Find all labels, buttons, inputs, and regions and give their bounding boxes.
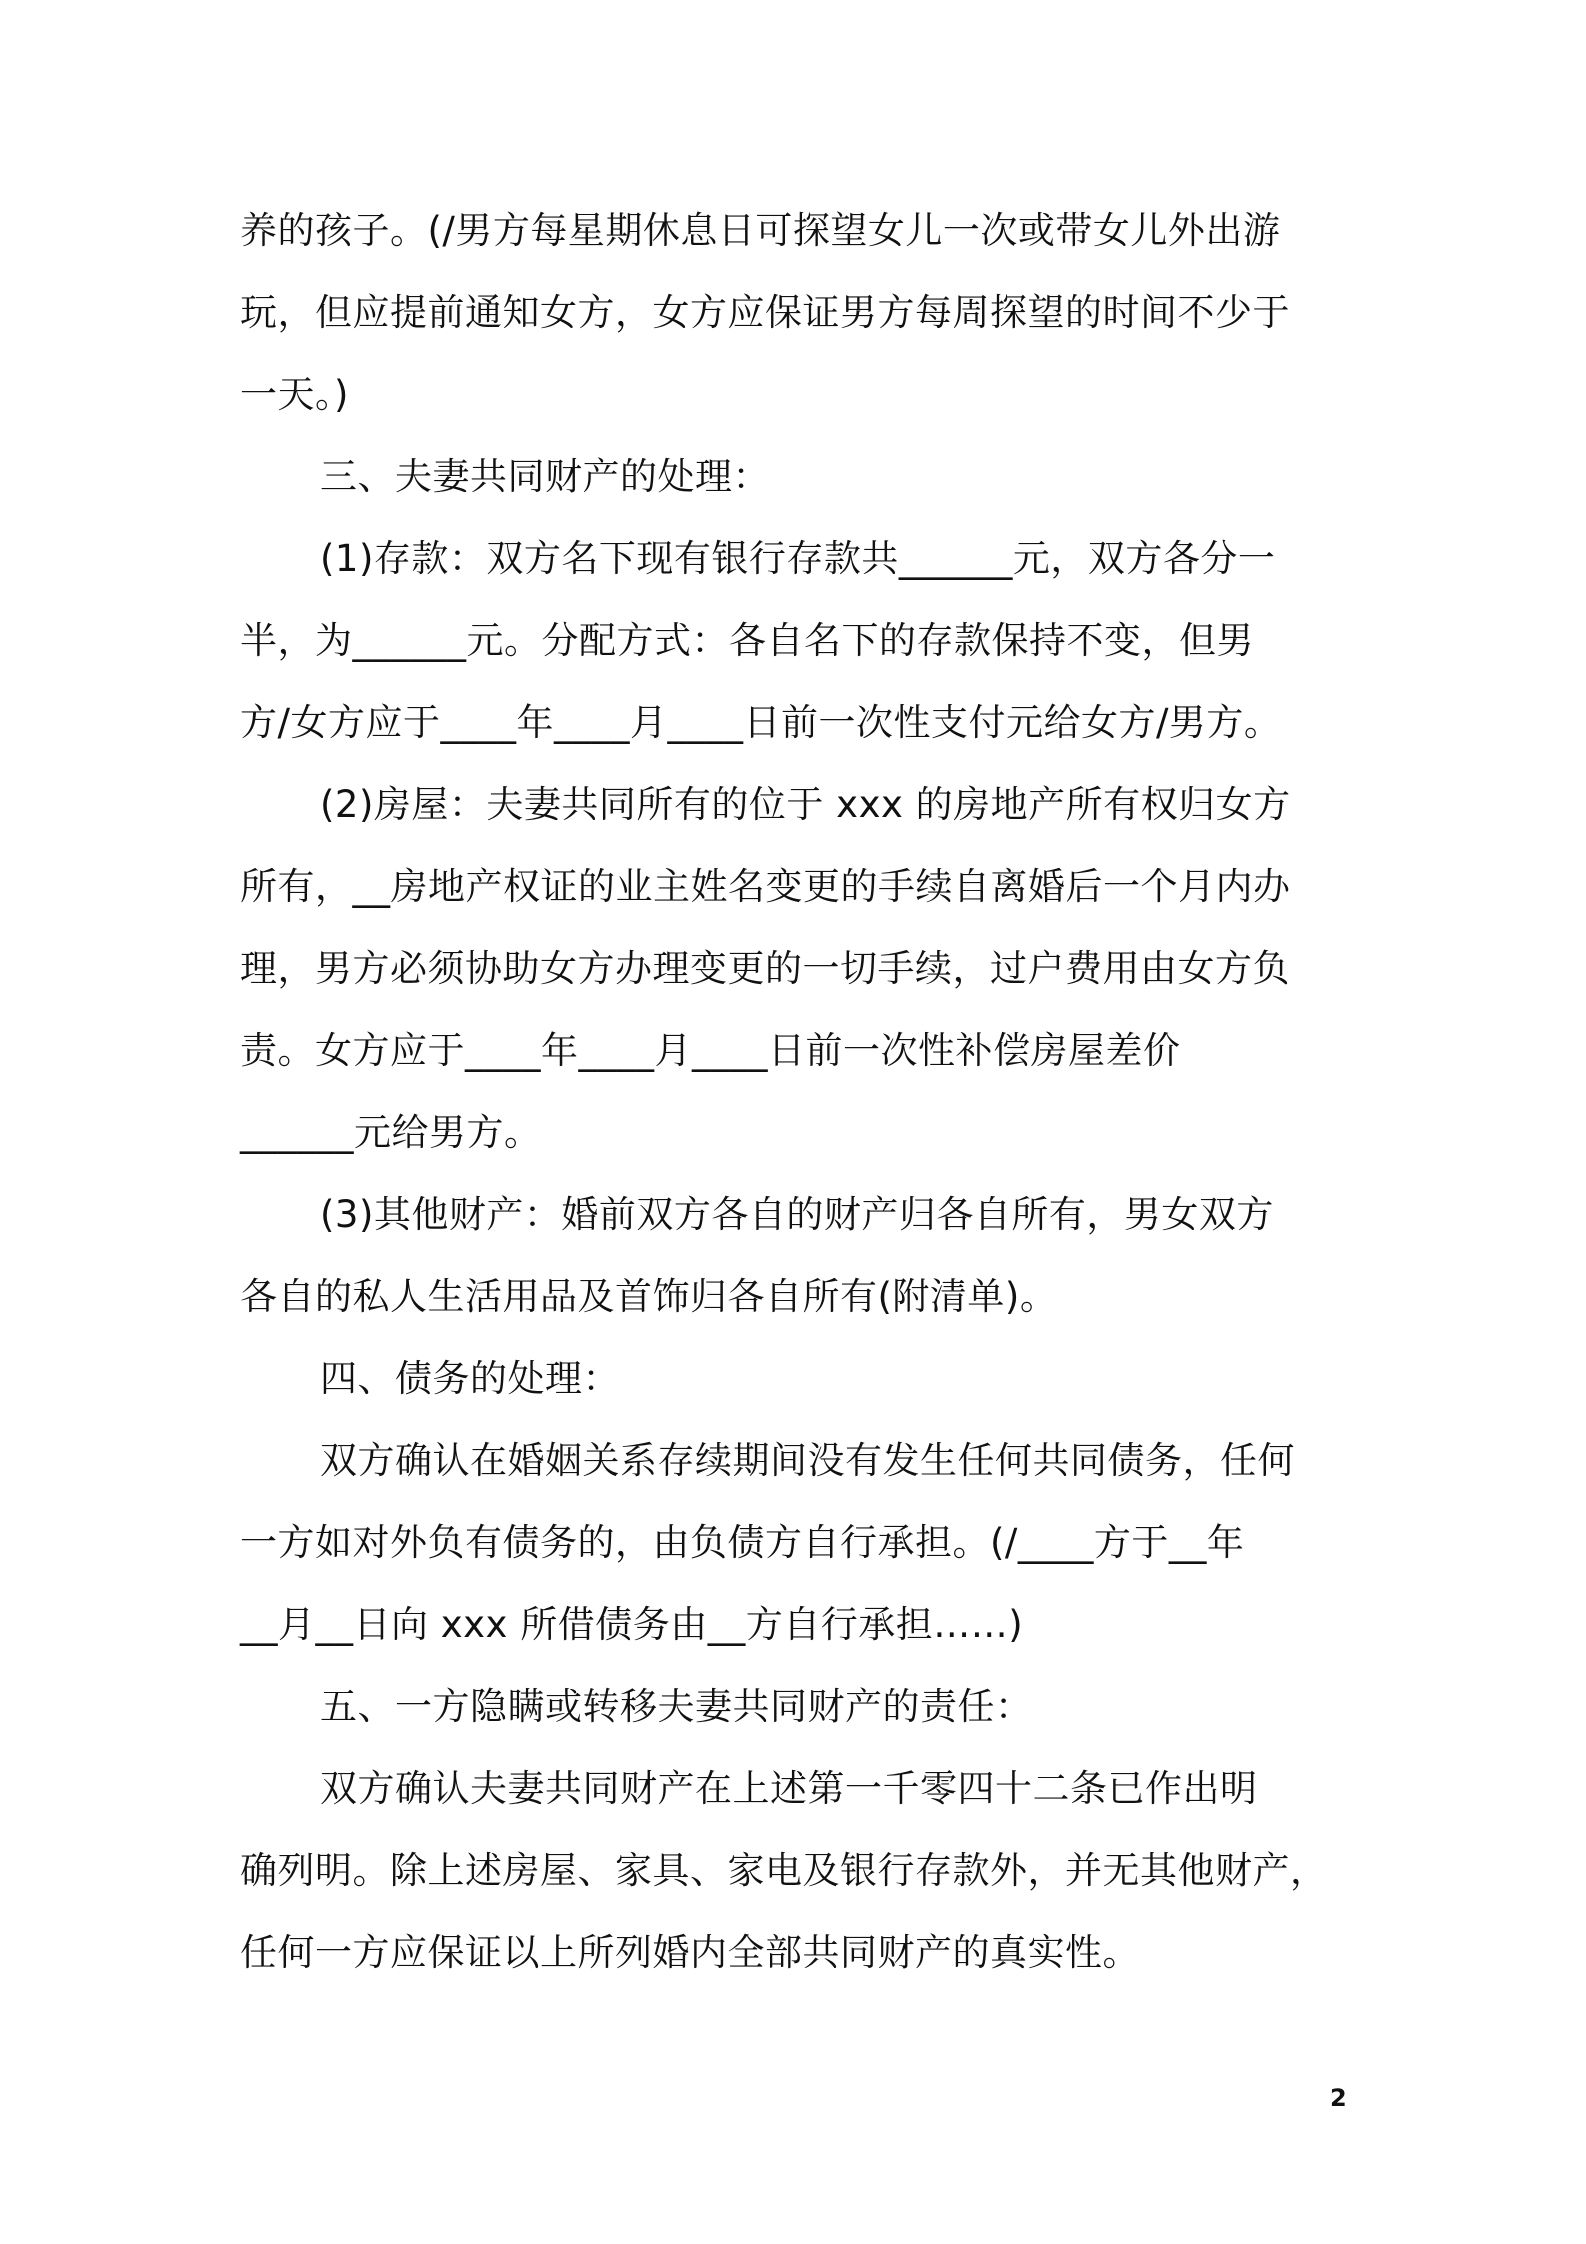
- text-line: 一方如对外负有债务的，由负债方自行承担。(/____方于__年: [240, 1521, 1245, 1564]
- page-number: 2: [1330, 2084, 1347, 2112]
- text-line: 任何一方应保证以上所列婚内全部共同财产的真实性。: [240, 1931, 1140, 1974]
- text-line: ______元给男方。: [240, 1111, 542, 1154]
- text-line: (1)存款：双方名下现有银行存款共______元，双方各分一: [320, 537, 1276, 580]
- text-line: 玩，但应提前通知女方，女方应保证男方每周探望的时间不少于: [240, 291, 1290, 334]
- text-line: 责。女方应于____年____月____日前一次性补偿房屋差价: [240, 1029, 1181, 1072]
- text-line: 确列明。除上述房屋、家具、家电及银行存款外，并无其他财产，: [240, 1849, 1328, 1892]
- text-line: (2)房屋：夫妻共同所有的位于 xxx 的房地产所有权归女方: [320, 783, 1291, 826]
- text-line: 双方确认在婚姻关系存续期间没有发生任何共同债务，任何: [320, 1439, 1295, 1482]
- text-line: 所有，__房地产权证的业主姓名变更的手续自离婚后一个月内办: [240, 865, 1291, 908]
- text-line: __月__日向 xxx 所借债务由__方自行承担……): [240, 1603, 1024, 1646]
- text-line: 养的孩子。(/男方每星期休息日可探望女儿一次或带女儿外出游: [240, 209, 1281, 252]
- text-line: 方/女方应于____年____月____日前一次性支付元给女方/男方。: [240, 701, 1282, 744]
- text-line: 双方确认夫妻共同财产在上述第一千零四十二条已作出明: [320, 1767, 1258, 1810]
- section-heading: 三、夫妻共同财产的处理：: [320, 455, 770, 498]
- text-line: 各自的私人生活用品及首饰归各自所有(附清单)。: [240, 1275, 1058, 1318]
- text-line: 一天。): [240, 373, 349, 416]
- section-heading: 五、一方隐瞒或转移夫妻共同财产的责任：: [320, 1685, 1033, 1728]
- text-line: (3)其他财产：婚前双方各自的财产归各自所有，男女双方: [320, 1193, 1274, 1236]
- text-line: 理，男方必须协助女方办理变更的一切手续，过户费用由女方负: [240, 947, 1290, 990]
- text-line: 半，为______元。分配方式：各自名下的存款保持不变，但男: [240, 619, 1254, 662]
- section-heading: 四、债务的处理：: [320, 1357, 620, 1400]
